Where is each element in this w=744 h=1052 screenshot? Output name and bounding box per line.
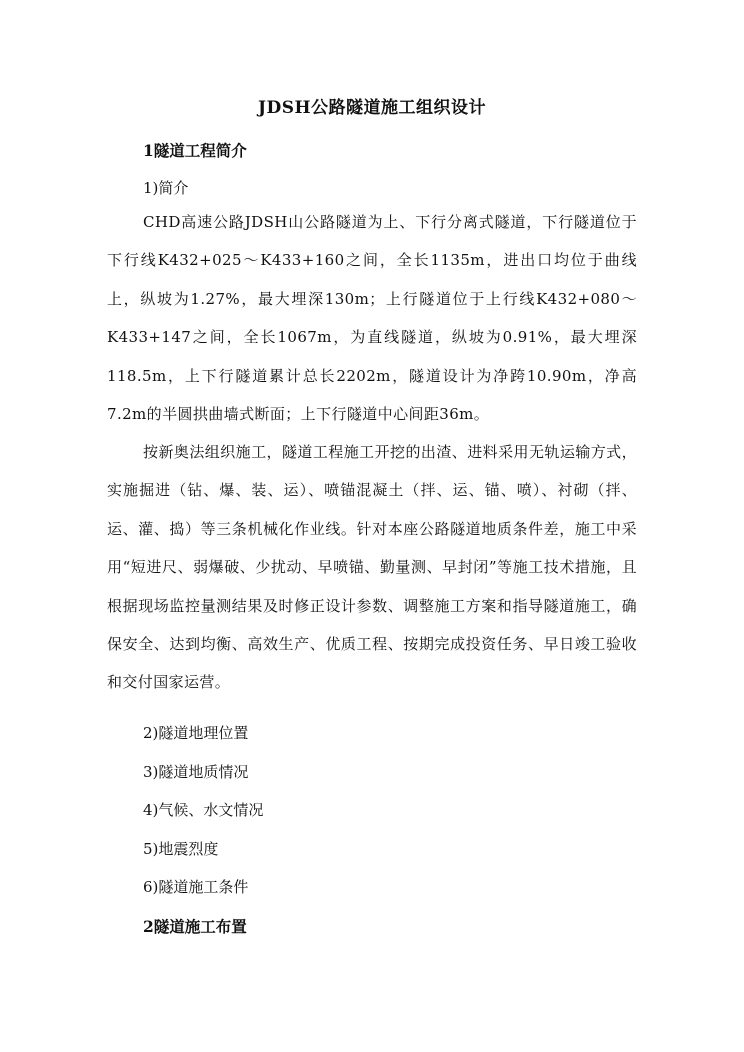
subsection-1-5: 5)地震烈度 <box>143 840 219 858</box>
subsection-1-2: 2)隧道地理位置 <box>143 724 249 742</box>
paragraph-construction-method: 按新奥法组织施工，隧道工程施工开挖的出渣、进料采用无轨运输方式，实施掘进（钻、爆、装、运）、喷锚混凝土（拌、运、锚、喷）、衬砌（拌、运、灌、捣）等三条机械化作业线。针对本座公路隧道地质条件差，施工中采用“短进尺、弱爆破、少扰动、早喷锚、勤量测、早封闭”等施工技术措施，且根据现场监控量测结果及时修正设计参数、调整施工方案和指导隧道施工，确保安全、达到均衡、高效生产、优质工程、按期完成投资任务、早日竣工验收和交付国家运营。 <box>107 443 637 692</box>
section-1-heading: 1隧道工程简介 <box>143 141 247 160</box>
subsection-1-6: 6)隧道施工条件 <box>143 878 249 896</box>
subsection-1-4: 4)气候、水文情况 <box>143 801 264 819</box>
paragraph-intro: CHD高速公路JDSH山公路隧道为上、下行分离式隧道，下行隧道位于下行线K432+025～K433+160之间，全长1135m，进出口均位于曲线上，纵坡为1.27%，最大埋深130m；上行隧道位于上行线K432+080～K433+147之间，全长1067m，为直线隧道，纵坡为0.91%，最大埋深118.5m，上下行隧道累计总长2202m，隧道设计为净跨10.90m，净高7.2m的半圆拱曲墙式断面；上下行隧道中心间距36m。 <box>107 213 637 424</box>
section-2-heading: 2隧道施工布置 <box>143 917 247 936</box>
subsection-1-3: 3)隧道地质情况 <box>143 763 249 781</box>
document-title: JDSH公路隧道施工组织设计 <box>257 98 487 118</box>
subsection-1-1: 1)简介 <box>143 179 189 197</box>
